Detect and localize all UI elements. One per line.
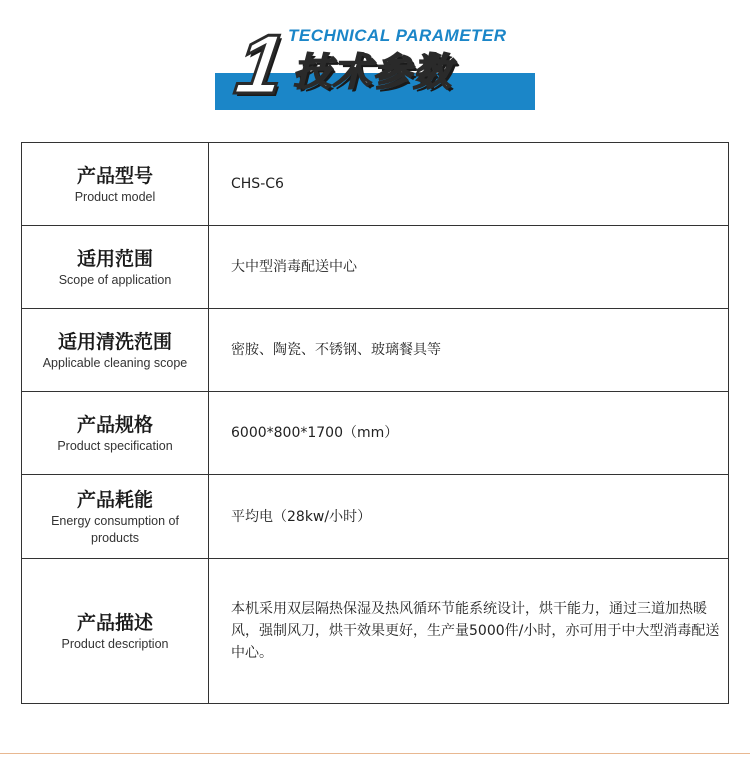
row-label-cell xyxy=(22,309,209,392)
table-row xyxy=(22,226,729,309)
label-chinese: 产品耗能 xyxy=(76,488,153,511)
section-number: 1 xyxy=(230,17,291,111)
label-chinese: 产品规格 xyxy=(76,413,153,436)
technical-parameter-table xyxy=(21,142,729,704)
table-row xyxy=(22,392,729,475)
row-value: 6000*800*1700（mm） xyxy=(209,392,729,475)
label-english: Applicable cleaning scope xyxy=(42,355,188,370)
row-value: 大中型消毒配送中心 xyxy=(209,226,729,309)
label-english: Product specification xyxy=(57,438,173,453)
table-row xyxy=(22,143,729,226)
row-label-cell xyxy=(22,143,209,226)
section-title-chinese: 技术参数 xyxy=(293,50,454,94)
label-chinese: 产品描述 xyxy=(76,611,153,634)
table-row xyxy=(22,475,729,559)
label-english: Energy consumption of products xyxy=(51,513,179,545)
row-value: 本机采用双层隔热保湿及热风循环节能系统设计，烘干能力，通过三道加热暖风，强制风刀，烘干效果更好，生产量5000件/小时，亦可用于中大型消毒配送中心。 xyxy=(209,559,729,704)
row-label-cell xyxy=(22,226,209,309)
row-value: CHS-C6 xyxy=(209,143,729,226)
table-row xyxy=(22,309,729,392)
footer-divider xyxy=(0,753,750,754)
section-title-english: TECHNICAL PARAMETER xyxy=(288,26,507,45)
row-value: 平均电（28kw/小时） xyxy=(209,475,729,559)
row-value: 密胺、陶瓷、不锈钢、玻璃餐具等 xyxy=(209,309,729,392)
table-row xyxy=(22,559,729,704)
row-label-cell xyxy=(22,475,209,559)
section-header-banner xyxy=(215,17,540,112)
label-chinese: 适用清洗范围 xyxy=(57,330,172,353)
label-english: Product description xyxy=(61,636,169,651)
label-chinese: 产品型号 xyxy=(76,164,153,187)
label-english: Product model xyxy=(74,189,156,204)
label-english: Scope of application xyxy=(58,272,172,287)
label-chinese: 适用范围 xyxy=(76,247,153,270)
row-label-cell xyxy=(22,392,209,475)
row-label-cell xyxy=(22,559,209,704)
